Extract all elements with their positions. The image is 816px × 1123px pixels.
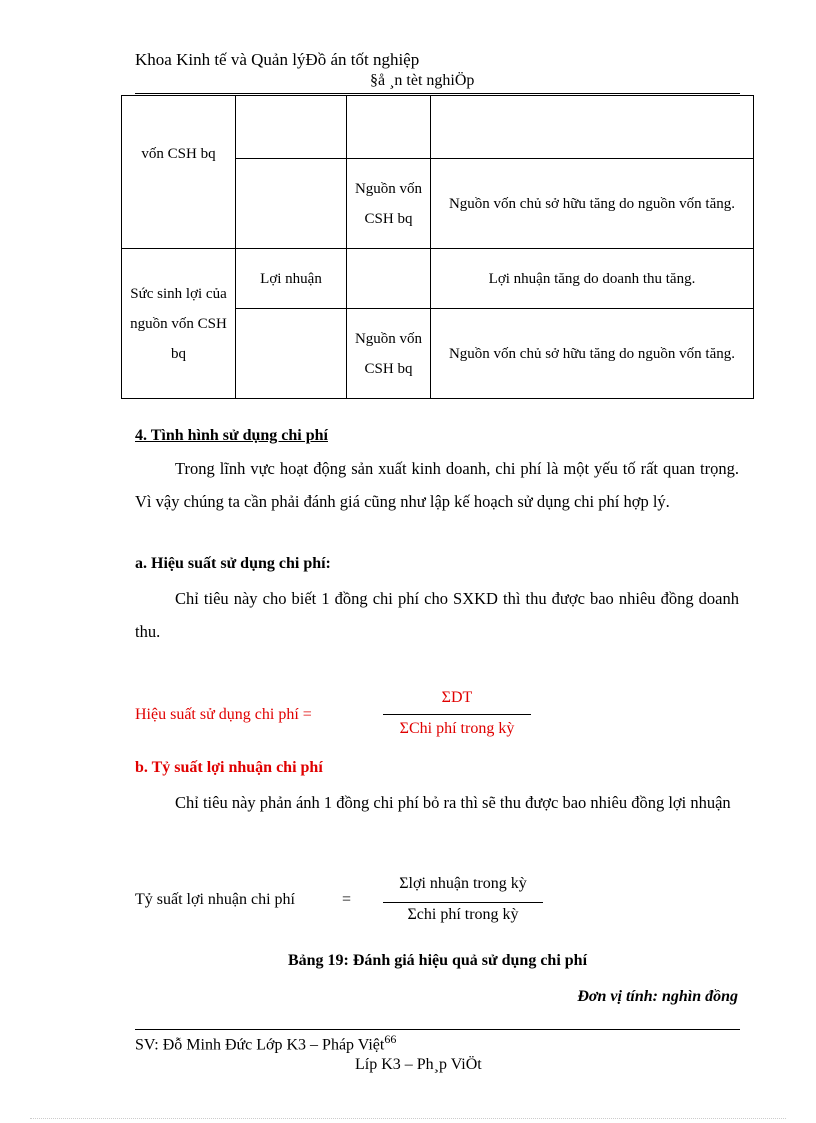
table-cell: Nguồn vốn CSH bq <box>347 159 431 249</box>
indicator-table <box>121 95 754 399</box>
table-cell <box>431 96 754 159</box>
page-bottom-border <box>30 1118 786 1119</box>
footer-student-text: SV: Đỗ Minh Đức Lớp K3 – Pháp Việt <box>135 1036 385 1054</box>
table-cell: vốn CSH bq <box>122 96 236 249</box>
table-cell <box>236 159 347 249</box>
formula-b-numerator: Σlợi nhuận trong kỳ <box>399 875 527 892</box>
table-cell: Lợi nhuận <box>236 249 347 309</box>
table-cell <box>236 96 347 159</box>
table-cell: Lợi nhuận tăng do doanh thu tăng. <box>431 249 754 309</box>
page-number: 66 <box>384 1032 397 1046</box>
formula-a-fraction-bar <box>383 714 531 715</box>
sub-b-paragraph: Chỉ tiêu này phản ánh 1 đồng chi phí bỏ ra thì sẽ thu được bao nhiêu đồng lợi nhuận <box>175 793 731 812</box>
footer-rule <box>135 1029 740 1030</box>
formula-b-fraction-bar <box>383 902 543 903</box>
running-header: Khoa Kinh tế và Quản lýĐồ án tốt nghiệp <box>135 50 420 69</box>
table-row <box>122 249 754 309</box>
sub-a-paragraph: Chỉ tiêu này cho biết 1 đồng chi phí cho SXKD thì thu được bao nhiêu đồng doanh thu. <box>135 589 739 641</box>
section-4-paragraph: Trong lĩnh vực hoạt động sản xuất kinh doanh, chi phí là một yếu tố rất quan trọng. Vì vậy chúng ta cần phải đánh giá cũng như lập kế hoạch sử dụng chi phí hợp lý. <box>135 459 739 511</box>
table-row <box>122 96 754 159</box>
table-cell: Nguồn vốn chủ sở hữu tăng do nguồn vốn tăng. <box>431 159 754 249</box>
formula-a-denominator: ΣChi phí trong kỳ <box>399 720 515 737</box>
header-rule <box>135 93 740 94</box>
table-19-unit: Đơn vị tính: nghìn đồng <box>577 988 738 1005</box>
table-19-caption: Bảng 19: Đánh giá hiệu quả sử dụng chi phí <box>287 952 588 969</box>
formula-b-equals: = <box>342 891 352 908</box>
table-cell <box>236 309 347 399</box>
footer-legacy: Líp K3 – Ph¸p ViÖt <box>355 1056 482 1073</box>
section-4-title: 4. Tình hình sử dụng chi phí <box>135 427 328 444</box>
table-cell <box>347 249 431 309</box>
table-cell <box>347 96 431 159</box>
table-cell: Sức sinh lợi của nguồn vốn CSH bq <box>122 249 236 399</box>
formula-a-numerator: ΣDT <box>441 689 473 706</box>
footer-student <box>135 1032 396 1054</box>
sub-a-title: a. Hiệu suất sử dụng chi phí: <box>135 555 331 572</box>
sub-b-title: b. Tỷ suất lợi nhuận chi phí <box>135 759 323 776</box>
formula-b-label: Tỷ suất lợi nhuận chi phí <box>135 891 295 908</box>
formula-b-denominator: Σchi phí trong kỳ <box>407 906 519 923</box>
table-cell: Nguồn vốn chủ sở hữu tăng do nguồn vốn tăng. <box>431 309 754 399</box>
formula-a-label: Hiệu suất sử dụng chi phí = <box>135 706 312 723</box>
table-cell: Nguồn vốn CSH bq <box>347 309 431 399</box>
running-header-legacy: §å ¸n tèt nghiÖp <box>370 72 475 89</box>
